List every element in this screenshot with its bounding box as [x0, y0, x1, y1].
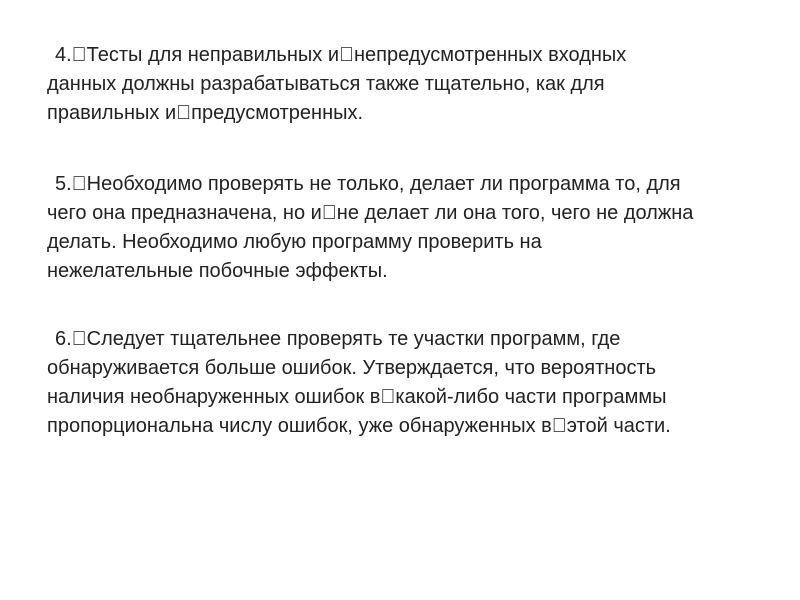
paragraph-line: 5. Необходимо проверять не только, делает ли программа то, для: [55, 173, 681, 195]
paragraph-line: нежелательные побочные эффекты.: [47, 260, 388, 282]
paragraph-line: делать. Необходимо любую программу проверить на: [47, 231, 542, 253]
paragraph-line: чего она предназначена, но и не делает ли она того, чего не должна: [47, 202, 694, 224]
paragraph-line: данных должны разрабатываться также тщательно, как для: [47, 73, 605, 95]
paragraph-line: пропорциональна числу ошибок, уже обнаруженных в этой части.: [47, 415, 671, 437]
paragraph-line: 4. Тесты для неправильных и непредусмотренных входных: [55, 44, 627, 66]
paragraph-line: обнаруживается больше ошибок. Утверждается, что вероятность: [47, 357, 657, 379]
paragraph-line: 6. Следует тщательнее проверять те участки программ, где: [55, 328, 621, 350]
paragraph-6: [47, 325, 767, 441]
paragraph-line: правильных и предусмотренных.: [47, 102, 364, 124]
paragraph-4: [47, 41, 767, 128]
paragraph-5: [47, 170, 767, 286]
paragraph-line: наличия необнаруженных ошибок в какой-либо части программы: [47, 386, 667, 408]
